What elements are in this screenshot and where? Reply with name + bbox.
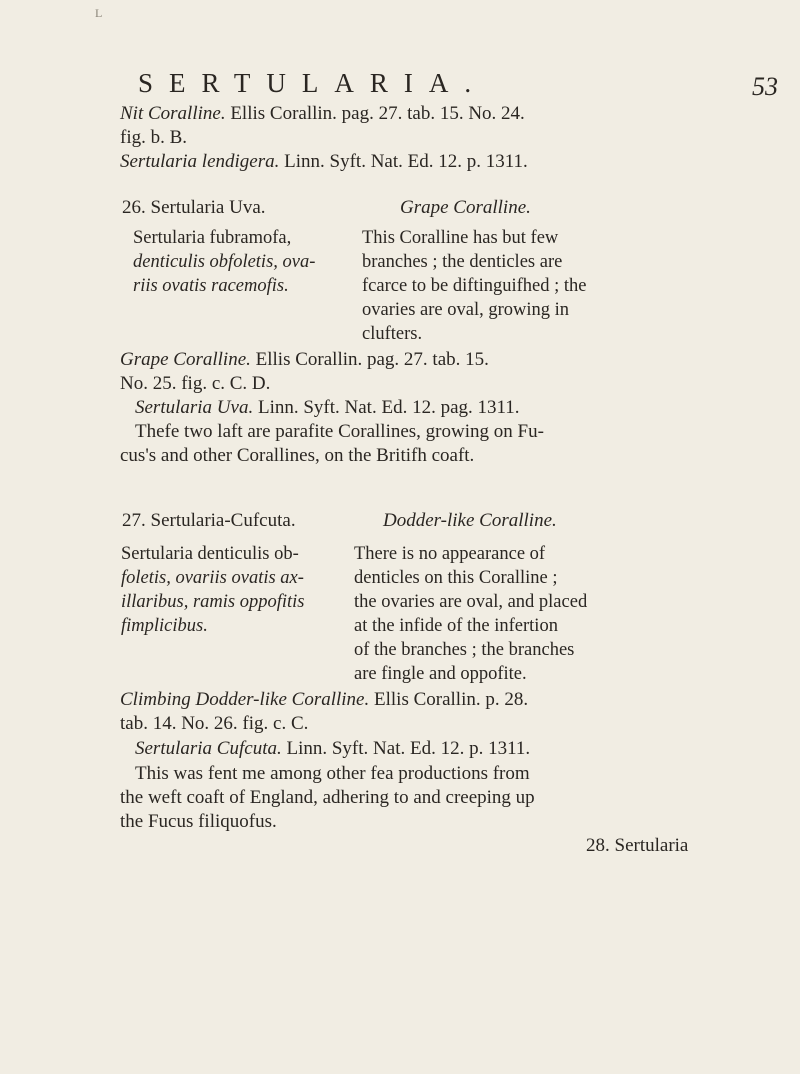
reference-name: Grape Coralline. [120,349,251,370]
entry-26-english-name: Grape Coralline. [400,197,531,218]
entry-27-heading: 27. Sertularia-Cufcuta. [122,510,296,531]
synonym-name: Nit Coralline. [120,103,226,124]
linnaeus-line [120,150,528,174]
description-line: at the infide of the infertion [354,616,558,636]
latin-line: illaribus, ramis oppofitis [121,592,305,612]
entry-26-note-cont: cus's and other Corallines, on the Britifh coaft. [120,445,475,466]
description-line: This Coralline has but few [362,228,559,248]
entry-27-ellis-reference [120,688,528,712]
entry-26-ellis-reference [120,348,489,372]
entry-27-latin-diagnosis [121,542,321,638]
entry-26-latin-diagnosis [133,226,333,298]
description-line: fcarce to be diftinguifhed ; the [362,276,587,296]
description-line: branches ; the denticles are [362,252,563,272]
reference-citation: Ellis Corallin. pag. 27. tab. 15. [250,349,489,370]
latin-line: foletis, ovariis ovatis ax- [121,568,304,588]
description-line: clufters. [362,324,423,344]
entry-27-note-cont: the Fucus filiquofus. [120,811,277,832]
entry-26-note: Thefe two laft are parafite Corallines, growing on Fu- [135,421,544,442]
entry-26-description [362,226,707,346]
reference-citation: Linn. Syft. Nat. Ed. 12. p. 1311. [281,738,531,759]
entry-27-note-cont: the weft coaft of England, adhering to and creeping up [120,787,535,808]
page-number: 53 [752,72,778,101]
entry-26-linnaeus-reference [135,396,520,420]
reference-citation: Ellis Corallin. p. 28. [369,689,529,710]
catchword: 28. Sertularia [586,835,689,856]
synonym-line-cont: fig. b. B. [120,127,188,148]
synonym-line [120,102,525,126]
entry-26-heading: 26. Sertularia Uva. [122,197,266,218]
linnaeus-name: Sertularia lendigera. [120,151,280,172]
latin-line: fimplicibus. [121,616,208,636]
description-line: ovaries are oval, growing in [362,300,570,320]
latin-line: Sertularia fubramofa, [133,228,292,248]
description-line: are fingle and oppofite. [354,664,527,684]
corner-mark: L [95,6,103,20]
entry-26-ellis-reference-cont: No. 25. fig. c. C. D. [120,373,271,394]
reference-name: Climbing Dodder-like Coralline. [120,689,370,710]
entry-27-linnaeus-reference [135,737,530,761]
linnaeus-reference: Linn. Syft. Nat. Ed. 12. p. 1311. [279,151,528,172]
latin-line: Sertularia denticulis ob- [121,544,299,564]
running-head: SERTULARIA. [138,68,488,98]
latin-line: riis ovatis racemofis. [133,276,289,296]
entry-27-english-name: Dodder-like Coralline. [383,510,557,531]
synonym-reference: Ellis Corallin. pag. 27. tab. 15. No. 24. [225,103,525,124]
description-line: denticles on this Coralline ; [354,568,558,588]
entry-27-note: This was fent me among other fea productions from [135,763,530,784]
reference-name: Sertularia Uva. [135,397,254,418]
latin-line: denticulis obfoletis, ova- [133,252,316,272]
description-line: the ovaries are oval, and placed [354,592,588,612]
reference-name: Sertularia Cufcuta. [135,738,282,759]
entry-27-ellis-reference-cont: tab. 14. No. 26. fig. c. C. [120,713,309,734]
description-line: There is no appearance of [354,544,546,564]
reference-citation: Linn. Syft. Nat. Ed. 12. pag. 1311. [253,397,520,418]
entry-27-description [354,542,699,686]
description-line: of the branches ; the branches [354,640,575,660]
